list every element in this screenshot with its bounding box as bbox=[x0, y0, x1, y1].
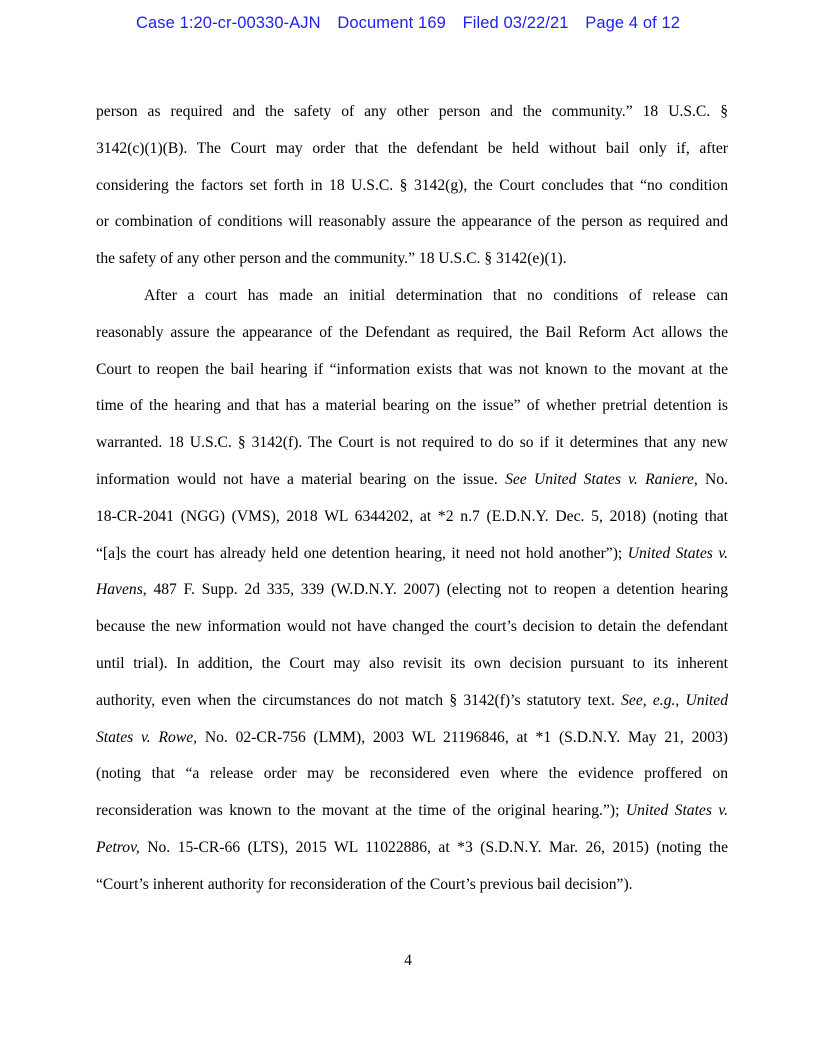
text-segment: warranted. 18 U.S.C. § 3142(f). The Court is not required to do so if it determines that any new bbox=[96, 434, 728, 452]
page-number: 4 bbox=[404, 952, 412, 969]
text-segment: , bbox=[675, 691, 686, 709]
case-citation: States v. Rowe, bbox=[96, 728, 198, 746]
text-line bbox=[96, 683, 728, 720]
text-segment: , 487 F. Supp. 2d 335, 339 (W.D.N.Y. 2007) (electing not to reopen a detention hearing bbox=[142, 581, 728, 599]
text-segment: Court to reopen the bail hearing if “information exists that was not known to the movant at the bbox=[96, 360, 728, 378]
case-citation: United States v. bbox=[625, 802, 728, 820]
text-line bbox=[96, 793, 728, 830]
text-line bbox=[96, 830, 728, 867]
text-segment: No. 02-CR-756 (LMM), 2003 WL 21196846, at *1 (S.D.N.Y. May 21, 2003) bbox=[197, 728, 728, 746]
document-body bbox=[96, 94, 728, 904]
case-header bbox=[0, 14, 816, 33]
text-line bbox=[96, 204, 728, 241]
text-line bbox=[96, 131, 728, 168]
case-citation: See, e.g. bbox=[621, 691, 676, 709]
text-line bbox=[96, 867, 728, 904]
text-segment: considering the factors set forth in 18 U.S.C. § 3142(g), the Court concludes that “no condition bbox=[96, 176, 728, 194]
text-segment: (noting that “a release order may be reconsidered even where the evidence proffered on bbox=[96, 765, 728, 783]
text-line bbox=[96, 425, 728, 462]
text-line bbox=[96, 609, 728, 646]
text-segment: reconsideration was known to the movant at the time of the original hearing.”); bbox=[96, 802, 626, 820]
case-number: Case 1:20-cr-00330-AJN bbox=[135, 14, 321, 32]
text-line bbox=[96, 646, 728, 683]
case-citation: See United States v. Raniere bbox=[505, 470, 694, 488]
text-segment: or combination of conditions will reasonably assure the appearance of the person as required and bbox=[96, 213, 728, 231]
page-indicator: Page 4 of 12 bbox=[585, 14, 681, 32]
case-citation: Petrov, bbox=[96, 838, 140, 856]
text-segment: After a court has made an initial determination that no conditions of release can bbox=[144, 286, 728, 304]
text-line bbox=[96, 536, 728, 573]
text-segment: the safety of any other person and the community.” 18 U.S.C. § 3142(e)(1). bbox=[96, 250, 567, 268]
text-segment: because the new information would not have changed the court’s decision to detain the defendant bbox=[96, 618, 728, 636]
text-segment: reasonably assure the appearance of the Defendant as required, the Bail Reform Act allows the bbox=[96, 323, 728, 341]
text-line bbox=[96, 278, 728, 315]
text-line bbox=[96, 315, 728, 352]
document-number: Document 169 bbox=[337, 14, 446, 32]
text-segment: 18-CR-2041 (NGG) (VMS), 2018 WL 6344202, at *2 n.7 (E.D.N.Y. Dec. 5, 2018) (noting that bbox=[96, 507, 728, 525]
case-citation: United bbox=[685, 691, 728, 709]
text-segment: time of the hearing and that has a material bearing on the issue” of whether pretrial detention is bbox=[96, 397, 728, 415]
text-segment: until trial). In addition, the Court may also revisit its own decision pursuant to its inherent bbox=[96, 654, 728, 672]
case-citation: Havens bbox=[96, 581, 143, 599]
text-line bbox=[96, 572, 728, 609]
text-line bbox=[96, 94, 728, 131]
text-line bbox=[96, 756, 728, 793]
filed-date: Filed 03/22/21 bbox=[462, 14, 569, 32]
text-line bbox=[96, 720, 728, 757]
text-line bbox=[96, 168, 728, 205]
case-citation: United States v. bbox=[627, 544, 729, 562]
text-line bbox=[96, 352, 728, 389]
text-line bbox=[96, 388, 728, 425]
text-line bbox=[96, 462, 728, 499]
text-segment: person as required and the safety of any other person and the community.” 18 U.S.C. § bbox=[96, 103, 728, 120]
text-line bbox=[96, 499, 728, 536]
text-segment: information would not have a material bearing on the issue. bbox=[96, 470, 506, 488]
text-segment: No. 15-CR-66 (LTS), 2015 WL 11022886, at *3 (S.D.N.Y. Mar. 26, 2015) (noting the bbox=[139, 838, 728, 856]
text-segment: authority, even when the circumstances do not match § 3142(f)’s statutory text. bbox=[96, 691, 622, 709]
text-segment: “Court’s inherent authority for reconsideration of the Court’s previous bail decision”). bbox=[96, 875, 633, 893]
text-segment: , No. bbox=[693, 470, 728, 488]
text-segment: 3142(c)(1)(B). The Court may order that the defendant be held without bail only if, after bbox=[96, 139, 728, 157]
text-line bbox=[96, 241, 728, 278]
text-segment: “[a]s the court has already held one detention hearing, it need not hold another”); bbox=[96, 544, 628, 562]
